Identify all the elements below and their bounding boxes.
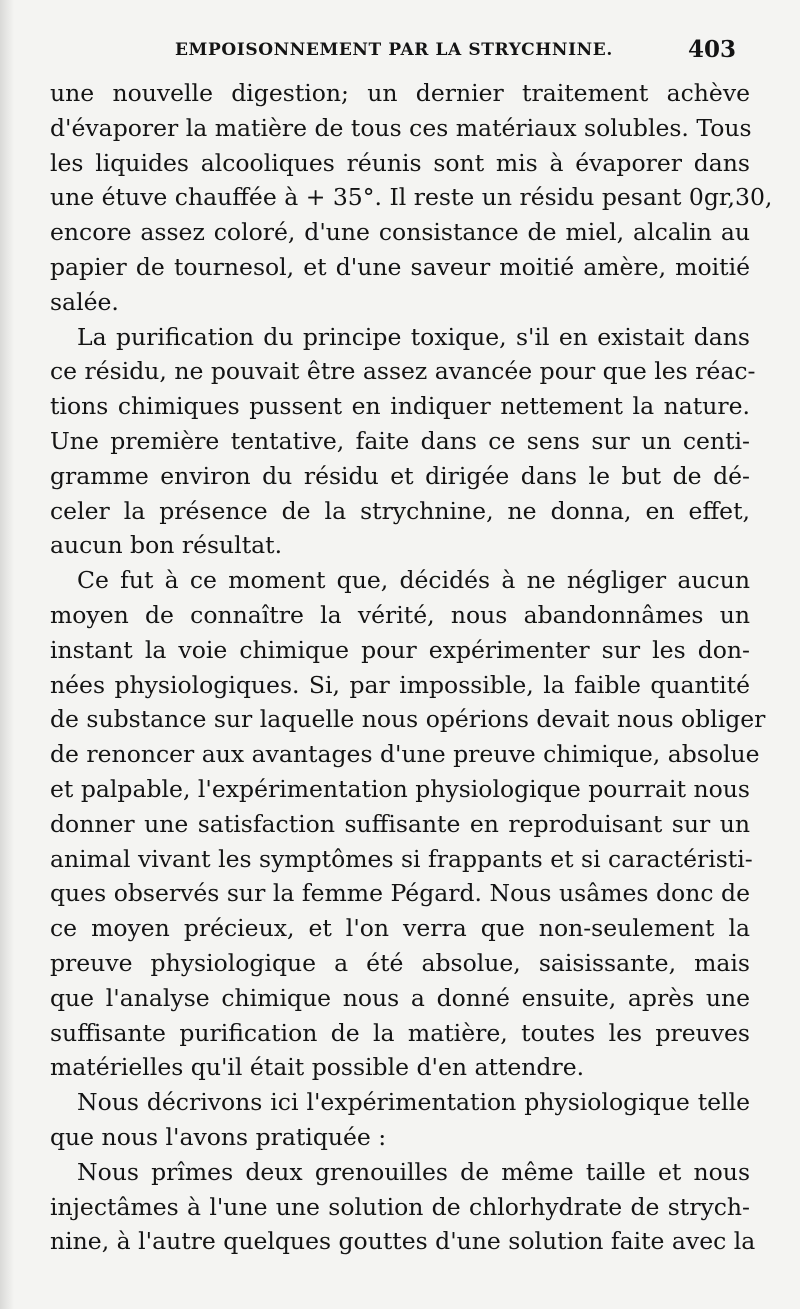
text-line: gramme environ du résidu et dirigée dans le but de dé- — [50, 461, 750, 490]
text-line: d'évaporer la matière de tous ces matériaux solubles. Tous — [50, 113, 752, 142]
text-line: Ce fut à ce moment que, décidés à ne négliger aucun — [77, 566, 750, 595]
page-binding-shadow — [0, 0, 14, 1309]
text-line: aucun bon résultat. — [50, 531, 283, 560]
text-line: suffisante purification de la matière, toutes les preuves — [50, 1018, 750, 1047]
text-line: que nous l'avons pratiquée : — [50, 1122, 387, 1151]
text-line: une étuve chauffée à + 35°. Il reste un résidu pesant 0gr,30, — [50, 183, 773, 212]
paragraph — [50, 1085, 750, 1155]
page-header — [50, 36, 750, 66]
text-line: La purification du principe toxique, s'il en existait dans — [77, 322, 750, 351]
text-line: salée. — [50, 287, 119, 316]
text-line: donner une satisfaction suffisante en reproduisant sur un — [50, 809, 750, 838]
text-line: animal vivant les symptômes si frappants et si caractéristi- — [50, 844, 753, 873]
text-line: une nouvelle digestion; un dernier traitement achève — [50, 79, 750, 107]
text-line: preuve physiologique a été absolue, saisissante, mais — [50, 948, 750, 977]
text-line: matérielles qu'il était possible d'en attendre. — [50, 1053, 585, 1082]
text-line: ques observés sur la femme Pégard. Nous usâmes donc de — [50, 879, 750, 908]
paragraph — [50, 563, 766, 1085]
text-line: de renoncer aux avantages d'une preuve chimique, absolue — [50, 740, 760, 769]
running-title: EMPOISONNEMENT PAR LA STRYCHNINE. — [175, 40, 613, 60]
text-line: de substance sur laquelle nous opérions devait nous obliger — [50, 705, 766, 734]
text-line: Nous prîmes deux grenouilles de même taille et nous — [77, 1157, 750, 1186]
text-line: nées physiologiques. Si, par impossible, la faible quantité — [50, 670, 750, 699]
text-line: injectâmes à l'une une solution de chlorhydrate de strych- — [50, 1192, 750, 1221]
text-line: ce résidu, ne pouvait être assez avancée pour que les réac- — [50, 357, 756, 386]
text-line: tions chimiques pussent en indiquer nettement la nature. — [50, 392, 750, 421]
text-line: et palpable, l'expérimentation physiologique pourrait nous — [50, 774, 750, 803]
text-line: moyen de connaître la vérité, nous abandonnâmes un — [50, 600, 750, 629]
page-number: 403 — [687, 36, 736, 63]
text-line: papier de tournesol, et d'une saveur moitié amère, moitié — [50, 252, 750, 281]
text-line: les liquides alcooliques réunis sont mis à évaporer dans — [50, 148, 750, 177]
text-line: que l'analyse chimique nous a donné ensuite, après une — [50, 983, 750, 1012]
text-line: nine, à l'autre quelques gouttes d'une solution faite avec la — [50, 1227, 756, 1256]
text-line: Nous décrivons ici l'expérimentation physiologique telle — [77, 1088, 750, 1117]
paragraph — [50, 1155, 756, 1259]
text-line: ce moyen précieux, et l'on verra que non-seulement la — [50, 914, 750, 943]
paragraph — [50, 76, 773, 320]
paragraph — [50, 320, 756, 564]
text-line: instant la voie chimique pour expérimenter sur les don- — [50, 635, 750, 664]
text-line: celer la présence de la strychnine, ne donna, en effet, — [50, 496, 750, 525]
text-line: encore assez coloré, d'une consistance de miel, alcalin au — [50, 218, 750, 247]
body-text — [50, 76, 773, 1259]
text-line: Une première tentative, faite dans ce sens sur un centi- — [50, 426, 750, 455]
